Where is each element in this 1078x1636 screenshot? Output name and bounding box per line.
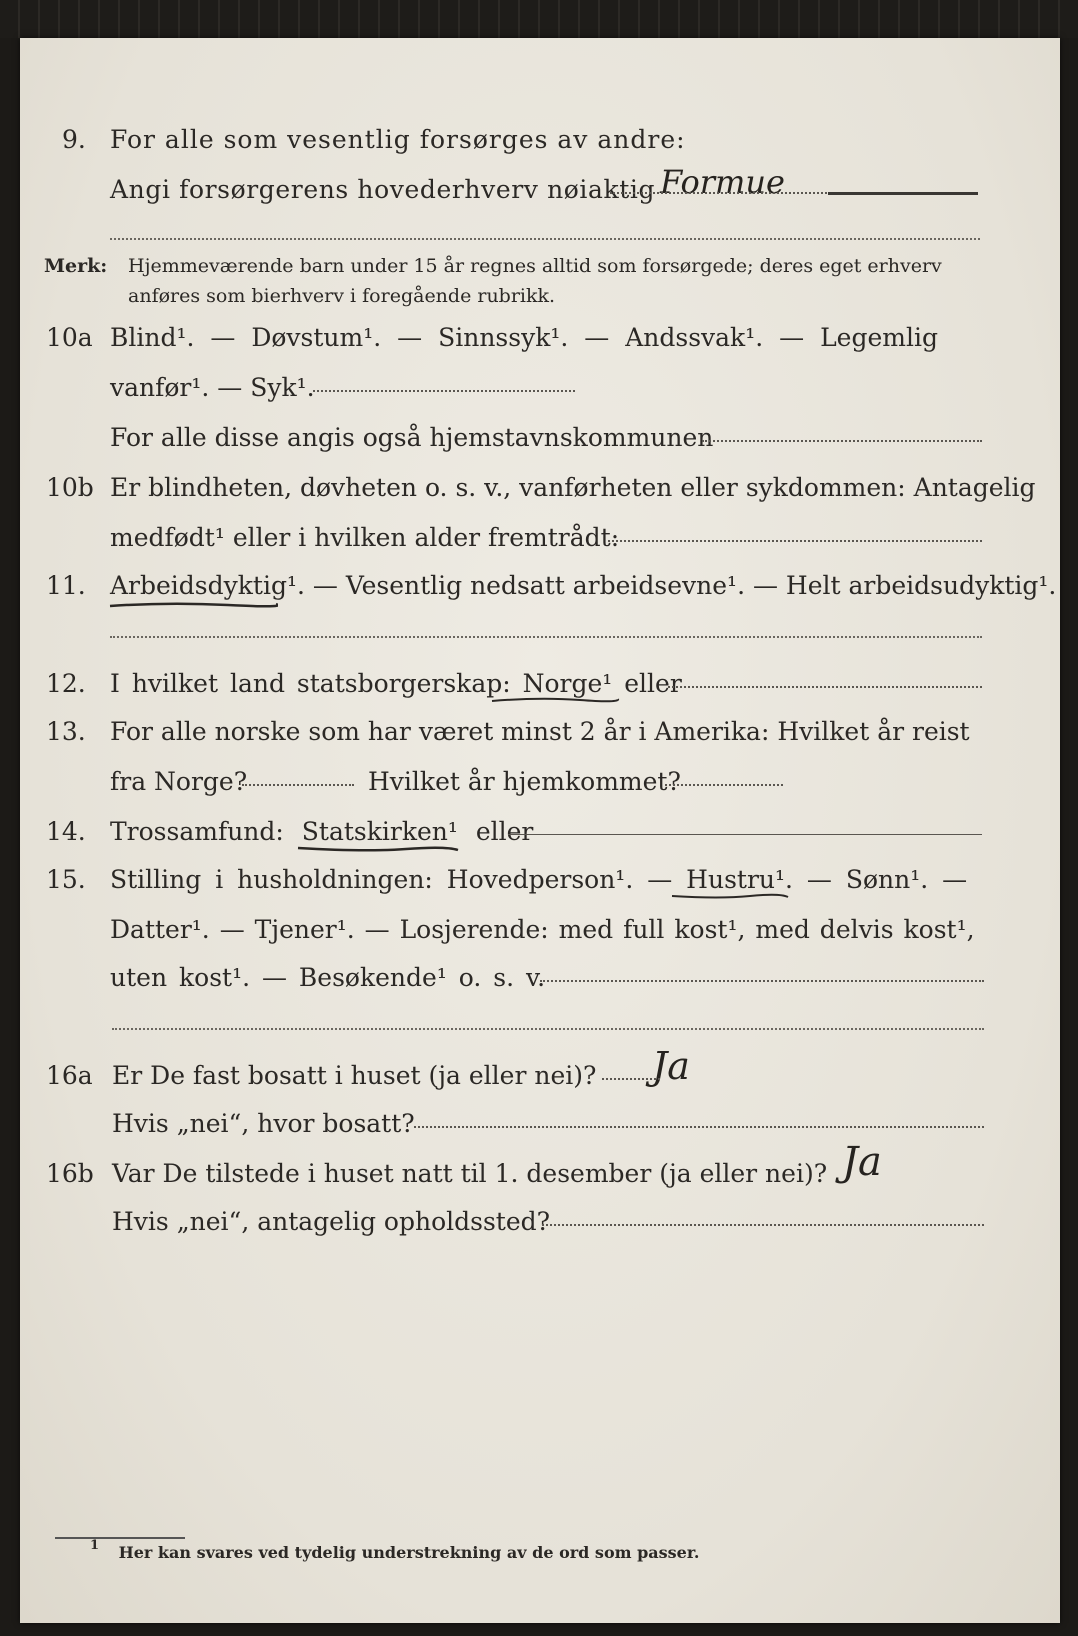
q13-question-2a: fra Norge? — [110, 767, 248, 796]
q13-row1 — [20, 712, 1060, 752]
q14-row1 — [20, 812, 1060, 852]
q10a-hjemstavn-fill — [702, 440, 982, 442]
q13-question: For alle norske som har været minst 2 år i Amerika: Hvilket år reist — [110, 717, 970, 746]
q9-number: 9. — [62, 125, 86, 154]
q15-number: 15. — [46, 865, 86, 894]
q10a-question-2: vanfør¹. — Syk¹. — [110, 373, 315, 402]
footnote-text: Her kan svares ved tydelig understrekning av de ord som passer. — [118, 1543, 700, 1562]
q14-fill-line — [508, 834, 982, 835]
q10b-fill-dots — [608, 540, 982, 542]
footnote-rule — [55, 1537, 185, 1539]
q16a-question: Er De fast bosatt i huset (ja eller nei)? — [112, 1061, 597, 1090]
q9-question: For alle som vesentlig forsørges av andre: — [110, 125, 686, 154]
q9-row1 — [20, 120, 1060, 160]
q10a-row1 — [20, 318, 1060, 358]
q14-question: Trossamfund: Statskirken¹ eller — [110, 817, 534, 846]
q15-question-3: uten kost¹. — Besøkende¹ o. s. v. — [110, 963, 546, 992]
q10a-question-3: For alle disse angis også hjemstavnskommunen — [110, 423, 714, 452]
q11-number: 11. — [46, 571, 86, 600]
q10a-row3 — [20, 418, 1060, 458]
q9-answer-stroke — [828, 192, 978, 195]
q15-question: Stilling i husholdningen: Hovedperson¹. — Hustru¹. — Sønn¹. — — [110, 865, 968, 894]
q12-number: 12. — [46, 669, 86, 698]
q10a-row2 — [20, 368, 1060, 408]
q16b-question: Var De tilstede i huset natt til 1. desember (ja eller nei)? — [112, 1159, 828, 1188]
q16a-bosatt-fill — [414, 1126, 984, 1128]
q16a-question-2: Hvis „nei“, hvor bosatt? — [112, 1109, 415, 1138]
q13-reist-fill — [242, 784, 354, 786]
q11-extra-line — [110, 636, 982, 638]
q16a-fill-dots — [602, 1078, 660, 1080]
q15-question-2: Datter¹. — Tjener¹. — Losjerende: med full kost¹, med delvis kost¹, — [110, 915, 975, 944]
q14-handwritten-underline — [296, 842, 461, 856]
q10b-number: 10b — [46, 473, 94, 502]
q15-fill-dots — [540, 980, 984, 982]
q11-question: Arbeidsdyktig¹. — Vesentlig nedsatt arbeidsevne¹. — Helt arbeidsudyktig¹. — [110, 571, 1057, 600]
q15-extra-line — [112, 1028, 984, 1030]
merk-text-2: anføres som bierhverv i foregående rubrikk. — [128, 285, 556, 307]
q10a-number: 10a — [46, 323, 93, 352]
q16b-row2 — [20, 1202, 1060, 1242]
q10a-question: Blind¹. — Døvstum¹. — Sinnssyk¹. — Andssvak¹. — Legemlig — [110, 323, 938, 352]
q15-row3 — [20, 958, 1060, 998]
q10b-row2 — [20, 518, 1060, 558]
q14-number: 14. — [46, 817, 86, 846]
census-form-page — [20, 38, 1060, 1623]
merk-label: Merk: — [44, 255, 108, 277]
q13-question-2b: Hvilket år hjemkommet? — [368, 767, 681, 796]
q12-question: I hvilket land statsborgerskap: Norge¹ eller — [110, 669, 682, 698]
q9-extra-line — [110, 238, 980, 240]
q12-handwritten-underline — [490, 694, 620, 706]
q9-question-2: Angi forsørgerens hovederhverv nøiaktig — [110, 175, 656, 204]
q16b-row1 — [20, 1139, 1060, 1194]
footnote — [90, 1538, 700, 1562]
q12-fill-dots — [668, 686, 982, 688]
q16b-number: 16b — [46, 1159, 94, 1188]
q16b-question-2: Hvis „nei“, antagelig opholdssted? — [112, 1207, 551, 1236]
q13-row2 — [20, 762, 1060, 802]
q16a-row1 — [20, 1044, 1060, 1096]
q10b-question-2: medfødt¹ eller i hvilken alder fremtrådt: — [110, 523, 620, 552]
q9-row2 — [20, 163, 1060, 210]
merk-text-1: Hjemmeværende barn under 15 år regnes alltid som forsørgede; deres eget erhverv — [128, 255, 942, 277]
q10b-row1 — [20, 468, 1060, 508]
q15-row2 — [20, 910, 1060, 950]
q10a-fill-dots — [313, 390, 575, 392]
q16b-opholdssted-fill — [542, 1224, 984, 1226]
footnote-marker: 1 — [90, 1538, 100, 1553]
scan-border — [0, 0, 1078, 38]
q9-fill-dots — [610, 192, 830, 194]
q13-number: 13. — [46, 717, 86, 746]
q10b-question: Er blindheten, døvheten o. s. v., vanførheten eller sykdommen: Antagelig — [110, 473, 1036, 502]
q16a-row2 — [20, 1104, 1060, 1144]
q9-handwritten-answer: Formue — [660, 163, 785, 201]
q16a-number: 16a — [46, 1061, 93, 1090]
q13-hjemkommet-fill — [665, 784, 783, 786]
q16a-handwritten-answer: Ja — [652, 1044, 690, 1088]
q15-handwritten-underline — [670, 890, 790, 902]
q15-row1 — [20, 860, 1060, 900]
q11-handwritten-underline — [108, 598, 278, 612]
q16b-handwritten-answer: Ja — [842, 1139, 882, 1185]
